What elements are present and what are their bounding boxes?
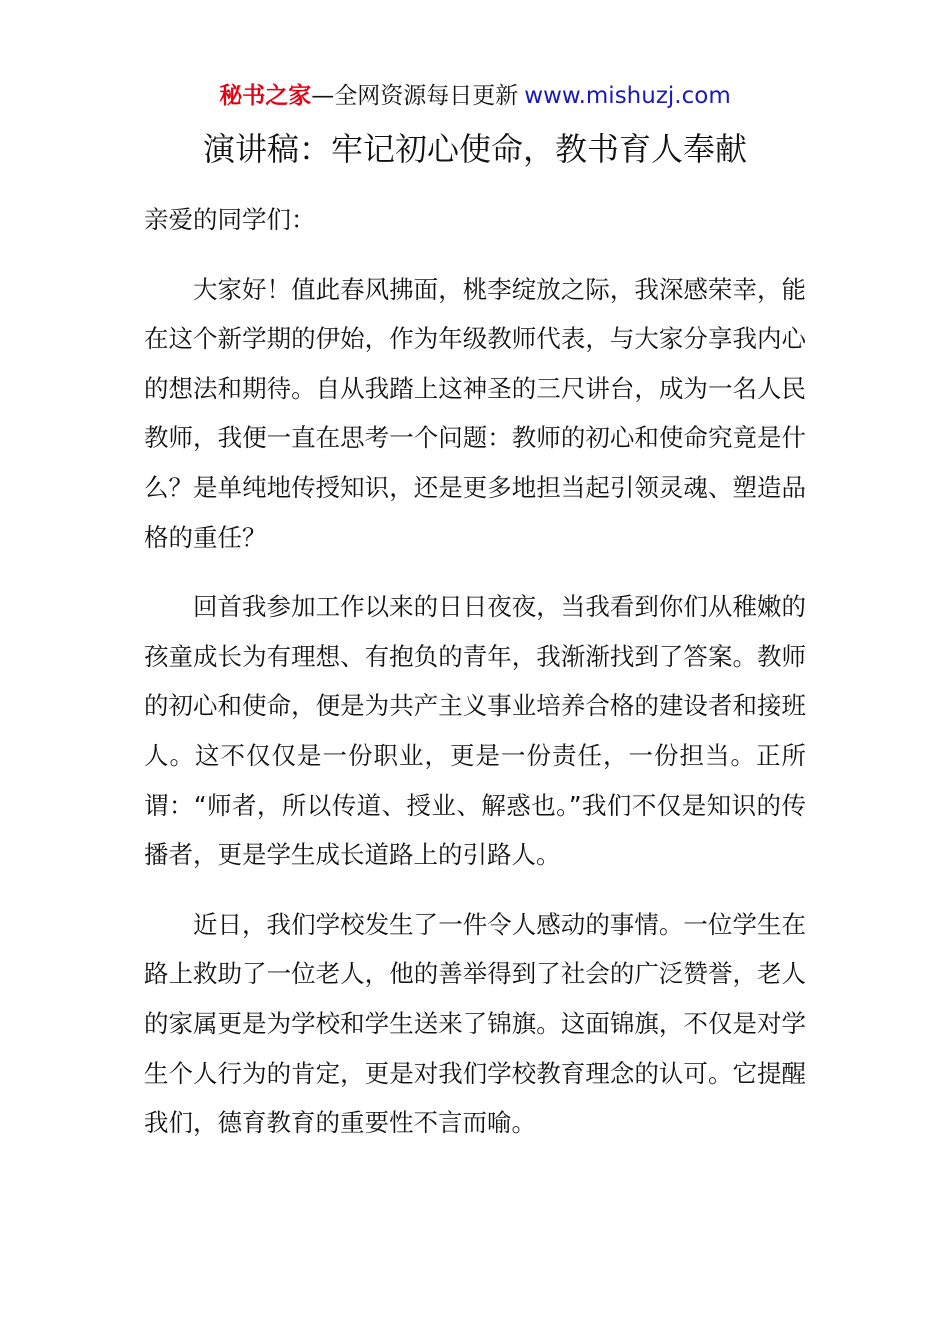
salutation: 亲爱的同学们：	[144, 205, 316, 234]
paragraph-1: 大家好！值此春风拂面，桃李绽放之际，我深感荣幸，能在这个新学期的伊始，作为年级教师代表，与大家分享我内心的想法和期待。自从我踏上这神圣的三尺讲台，成为一名人民教师，我便一直在思考一个问题：教师的初心和使命究竟是什么？是单纯地传授知识，还是更多地担当起引领灵魂、塑造品格的重任？	[144, 274, 806, 552]
document-body	[144, 195, 806, 1168]
paragraph-3: 近日，我们学校发生了一件令人感动的事情。一位学生在路上救助了一位老人，他的善举得到了社会的广泛赞誉，老人的家属更是为学校和学生送来了锦旗。这面锦旗，不仅是对学生个人行为的肯定，更是对我们学校教育理念的认可。它提醒我们，德育教育的重要性不言而喻。	[144, 909, 806, 1138]
paragraph-2: 回首我参加工作以来的日日夜夜，当我看到你们从稚嫩的孩童成长为有理想、有抱负的青年，我渐渐找到了答案。教师的初心和使命，便是为共产主义事业培养合格的建设者和接班人。这不仅仅是一份职业，更是一份责任，一份担当。正所谓：“师者，所以传道、授业、解惑也。”我们不仅是知识的传播者，更是学生成长道路上的引路人。	[144, 592, 806, 870]
site-header	[0, 80, 950, 112]
site-url-link[interactable]: www.mishuzj.com	[524, 83, 731, 109]
header-tagline: —全网资源每日更新	[311, 83, 519, 109]
brand-name: 秘书之家	[219, 83, 312, 109]
document-title: 演讲稿：牢记初心使命，教书育人奉献	[202, 130, 747, 168]
